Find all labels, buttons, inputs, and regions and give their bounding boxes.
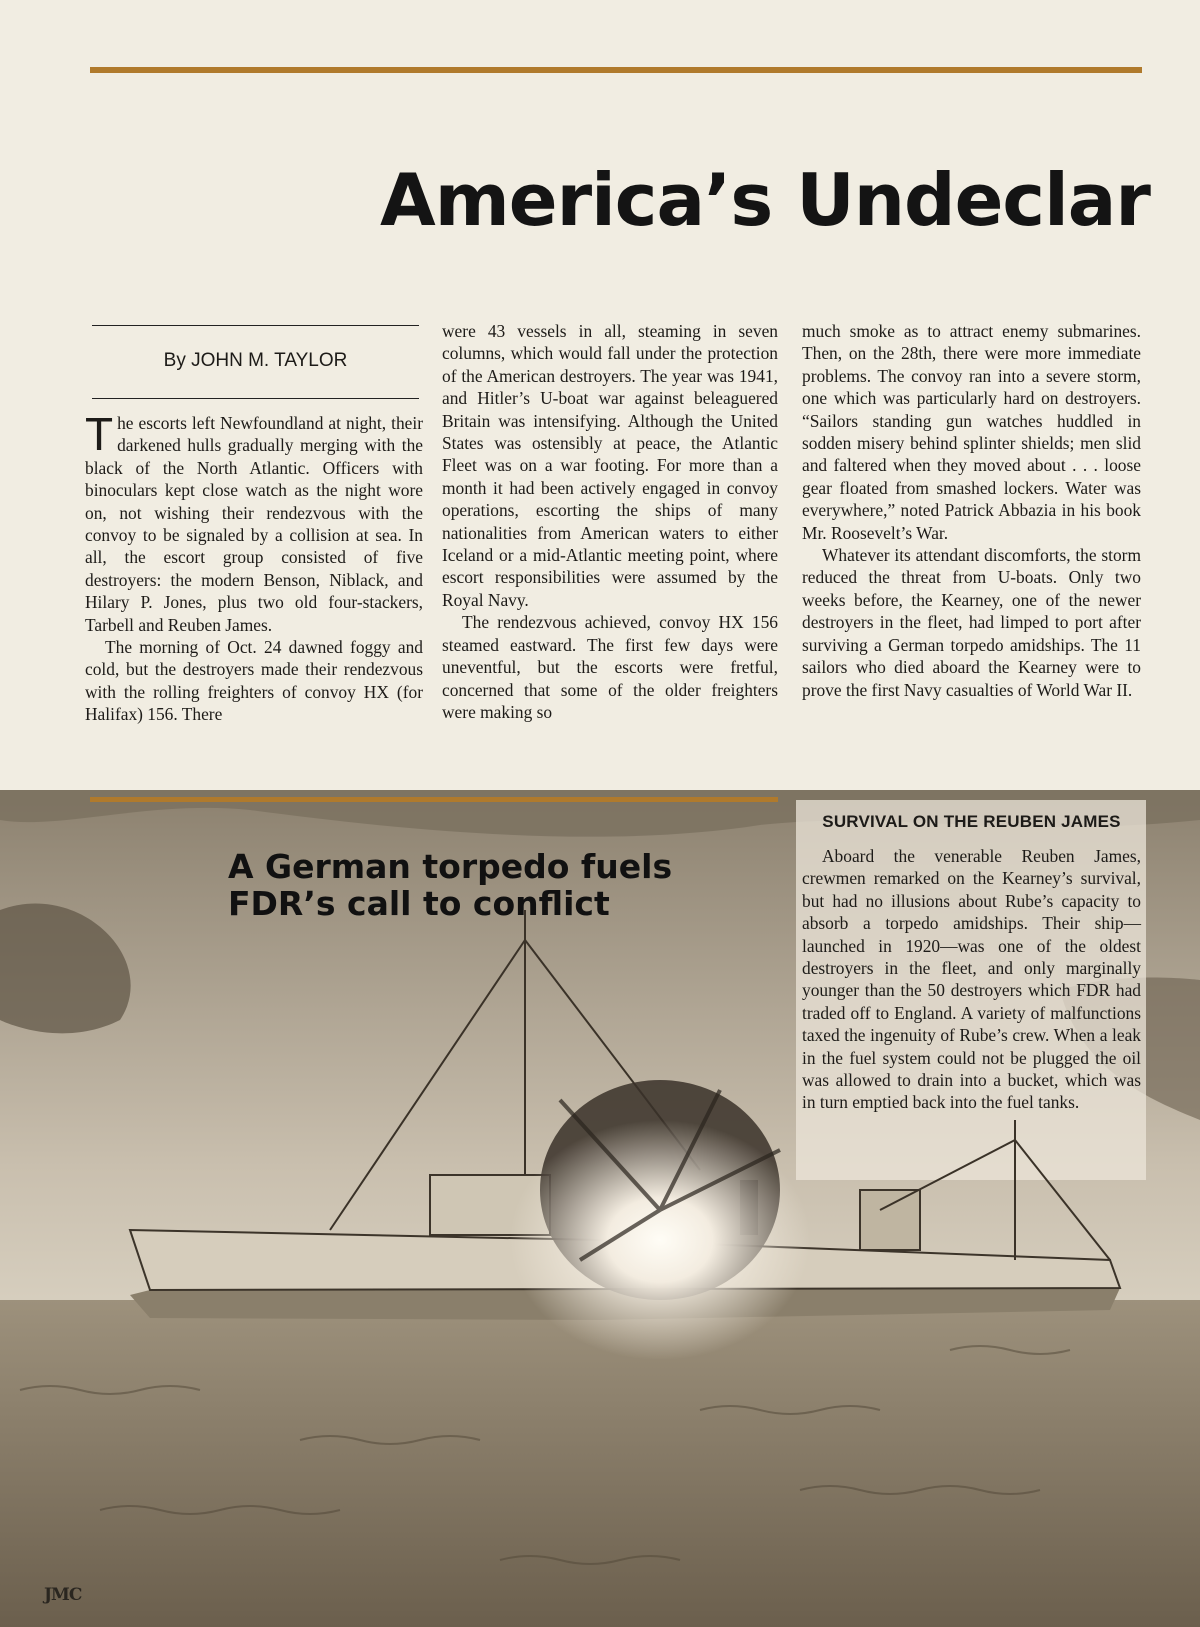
subhead-line: A German torpedo fuels [228, 847, 673, 886]
column-3 [802, 320, 1141, 701]
column-2 [442, 320, 778, 723]
paragraph: The morning of Oct. 24 dawned foggy and cold, but the destroyers made their rendezvous with the rolling freighters of convoy HX (for Halifax) 156. There [85, 637, 423, 725]
artist-signature: JMC [44, 1585, 82, 1605]
byline: By JOHN M. TAYLOR [163, 350, 348, 371]
subhead [228, 848, 748, 922]
drop-cap: T [85, 408, 114, 460]
paragraph [85, 408, 423, 636]
paragraph: were 43 vessels in all, steaming in seven columns, which would fall under the protection of the American destroyers. The year was 1941, and Hitler’s U-boat war against beleaguered Britain was intensifying. Although the United States was ostensibly at peace, the Atlantic Fleet was on a war footing. For more than a month it had been actively engaged in convoy operations, escorting the ships of many nationalities from American waters to either Iceland or a mid-Atlantic meeting point, where escort responsibilities were assumed by the Royal Navy. [442, 321, 778, 610]
byline-box [92, 325, 419, 399]
illustration-rule [90, 797, 778, 802]
sidebar-title: SURVIVAL ON THE REUBEN JAMES [822, 812, 1121, 831]
paragraph: The rendezvous achieved, convoy HX 156 steamed eastward. The first few days were uneventful, but the escorts were fretful, concerned that some of the older freighters were making so [442, 612, 778, 722]
sidebar-text [802, 845, 1141, 1114]
paragraph-text: he escorts left Newfoundland at night, their darkened hulls gradually merging with the black of the North Atlantic. Officers with binoculars kept close watch as the night wore on, not wishing their rendezvous with the convoy to be signaled by a collision at sea. In all, the escort group consisted of five destroyers: the modern Benson, Niblack, and Hilary P. Jones, plus two old four-stackers, Tarbell and Reuben James. [85, 413, 423, 635]
headline: America’s Undeclar [380, 158, 1150, 242]
column-1 [85, 408, 423, 726]
paragraph: Aboard the venerable Reuben James, crewmen remarked on the Kearney’s survival, but had no illusions about Rube’s capacity to absorb a torpedo amidships. Their ship—launched in 1920—was one of the oldest destroyers in the fleet, and only marginally younger than the 50 destroyers which FDR had traded off to England. A variety of malfunctions taxed the ingenuity of Rube’s crew. When a leak in the fuel system could not be plugged the oil was allowed to drain into a bucket, which was in turn emptied back into the fuel tanks. [802, 846, 1141, 1113]
paragraph: Whatever its attendant discomforts, the storm reduced the threat from U-boats. Only two weeks before, the Kearney, one of the newer destroyers in the fleet, had limped to port after surviving a German torpedo amidships. The 11 sailors who died aboard the Kearney were to prove the first Navy casualties of World War II. [802, 545, 1141, 700]
top-rule [90, 67, 1142, 73]
subhead-line: FDR’s call to conflict [228, 884, 610, 923]
paragraph: much smoke as to attract enemy submarines. Then, on the 28th, there were more immediate problems. The convoy ran into a severe storm, one which was particularly hard on destroyers. “Sailors standing gun watches huddled in sodden misery behind splinter shields; men slid and faltered when they moved about . . . loose gear floated from smashed lockers. Water was everywhere,” noted Patrick Abbazia in his book Mr. Roosevelt’s War. [802, 321, 1141, 543]
